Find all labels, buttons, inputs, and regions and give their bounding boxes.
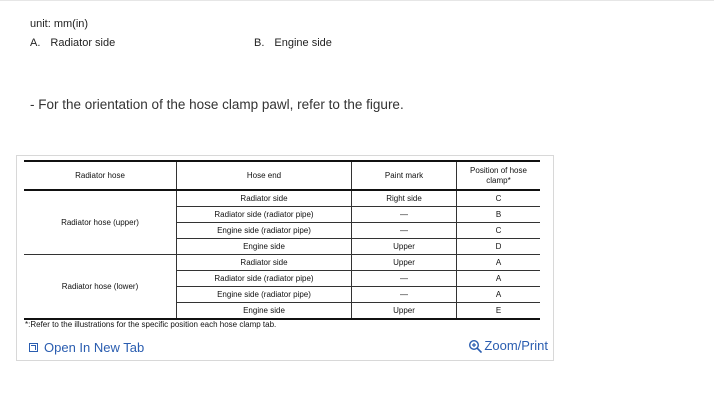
hose-end-cell: Radiator side (radiator pipe)	[177, 207, 352, 223]
external-link-icon	[29, 343, 38, 352]
zoom-print-label: Zoom/Print	[484, 338, 548, 353]
hose-end-cell: Radiator side	[177, 255, 352, 271]
clamp-position-cell: D	[457, 239, 541, 255]
orientation-note: - For the orientation of the hose clamp pawl, refer to the figure.	[30, 97, 404, 112]
legend-label: Engine side	[274, 37, 332, 49]
table-row	[24, 255, 540, 271]
header-clamp-position: Position of hose clamp*	[457, 161, 541, 190]
legend-key: A.	[30, 37, 41, 49]
clamp-position-cell: A	[457, 255, 541, 271]
hose-end-cell: Engine side	[177, 239, 352, 255]
hose-name-cell: Radiator hose (upper)	[24, 190, 177, 255]
unit-label: unit: mm(in)	[30, 18, 89, 30]
header-paint-mark: Paint mark	[352, 161, 457, 190]
paint-mark-cell: Upper	[352, 239, 457, 255]
hose-end-cell: Engine side (radiator pipe)	[177, 223, 352, 239]
top-divider	[0, 0, 714, 1]
hose-end-cell: Engine side (radiator pipe)	[177, 287, 352, 303]
paint-mark-cell: —	[352, 207, 457, 223]
hose-clamp-table	[24, 160, 540, 320]
paint-mark-cell: Upper	[352, 255, 457, 271]
header-radiator-hose: Radiator hose	[24, 161, 177, 190]
header-hose-end: Hose end	[177, 161, 352, 190]
legend-key: B.	[254, 37, 265, 49]
zoom-print-link[interactable]	[468, 338, 548, 353]
legend-item-b	[254, 37, 332, 49]
clamp-position-cell: A	[457, 287, 541, 303]
open-in-new-tab-label: Open In New Tab	[44, 340, 145, 355]
paint-mark-cell: —	[352, 223, 457, 239]
clamp-position-cell: C	[457, 190, 541, 207]
clamp-position-cell: A	[457, 271, 541, 287]
open-in-new-tab-link[interactable]	[29, 340, 144, 355]
paint-mark-cell: Upper	[352, 303, 457, 320]
legend-label: Radiator side	[50, 37, 116, 49]
hose-end-cell: Radiator side (radiator pipe)	[177, 271, 352, 287]
paint-mark-cell: Right side	[352, 190, 457, 207]
zoom-in-icon	[468, 339, 482, 353]
spec-table-panel	[16, 155, 554, 361]
clamp-position-cell: C	[457, 223, 541, 239]
hose-name-cell: Radiator hose (lower)	[24, 255, 177, 320]
paint-mark-cell: —	[352, 271, 457, 287]
hose-end-cell: Engine side	[177, 303, 352, 320]
clamp-position-cell: B	[457, 207, 541, 223]
paint-mark-cell: —	[352, 287, 457, 303]
legend-item-a	[30, 37, 115, 49]
table-footnote: *:Refer to the illustrations for the specific position each hose clamp tab.	[25, 320, 277, 329]
hose-end-cell: Radiator side	[177, 190, 352, 207]
table-row	[24, 190, 540, 207]
clamp-position-cell: E	[457, 303, 541, 320]
